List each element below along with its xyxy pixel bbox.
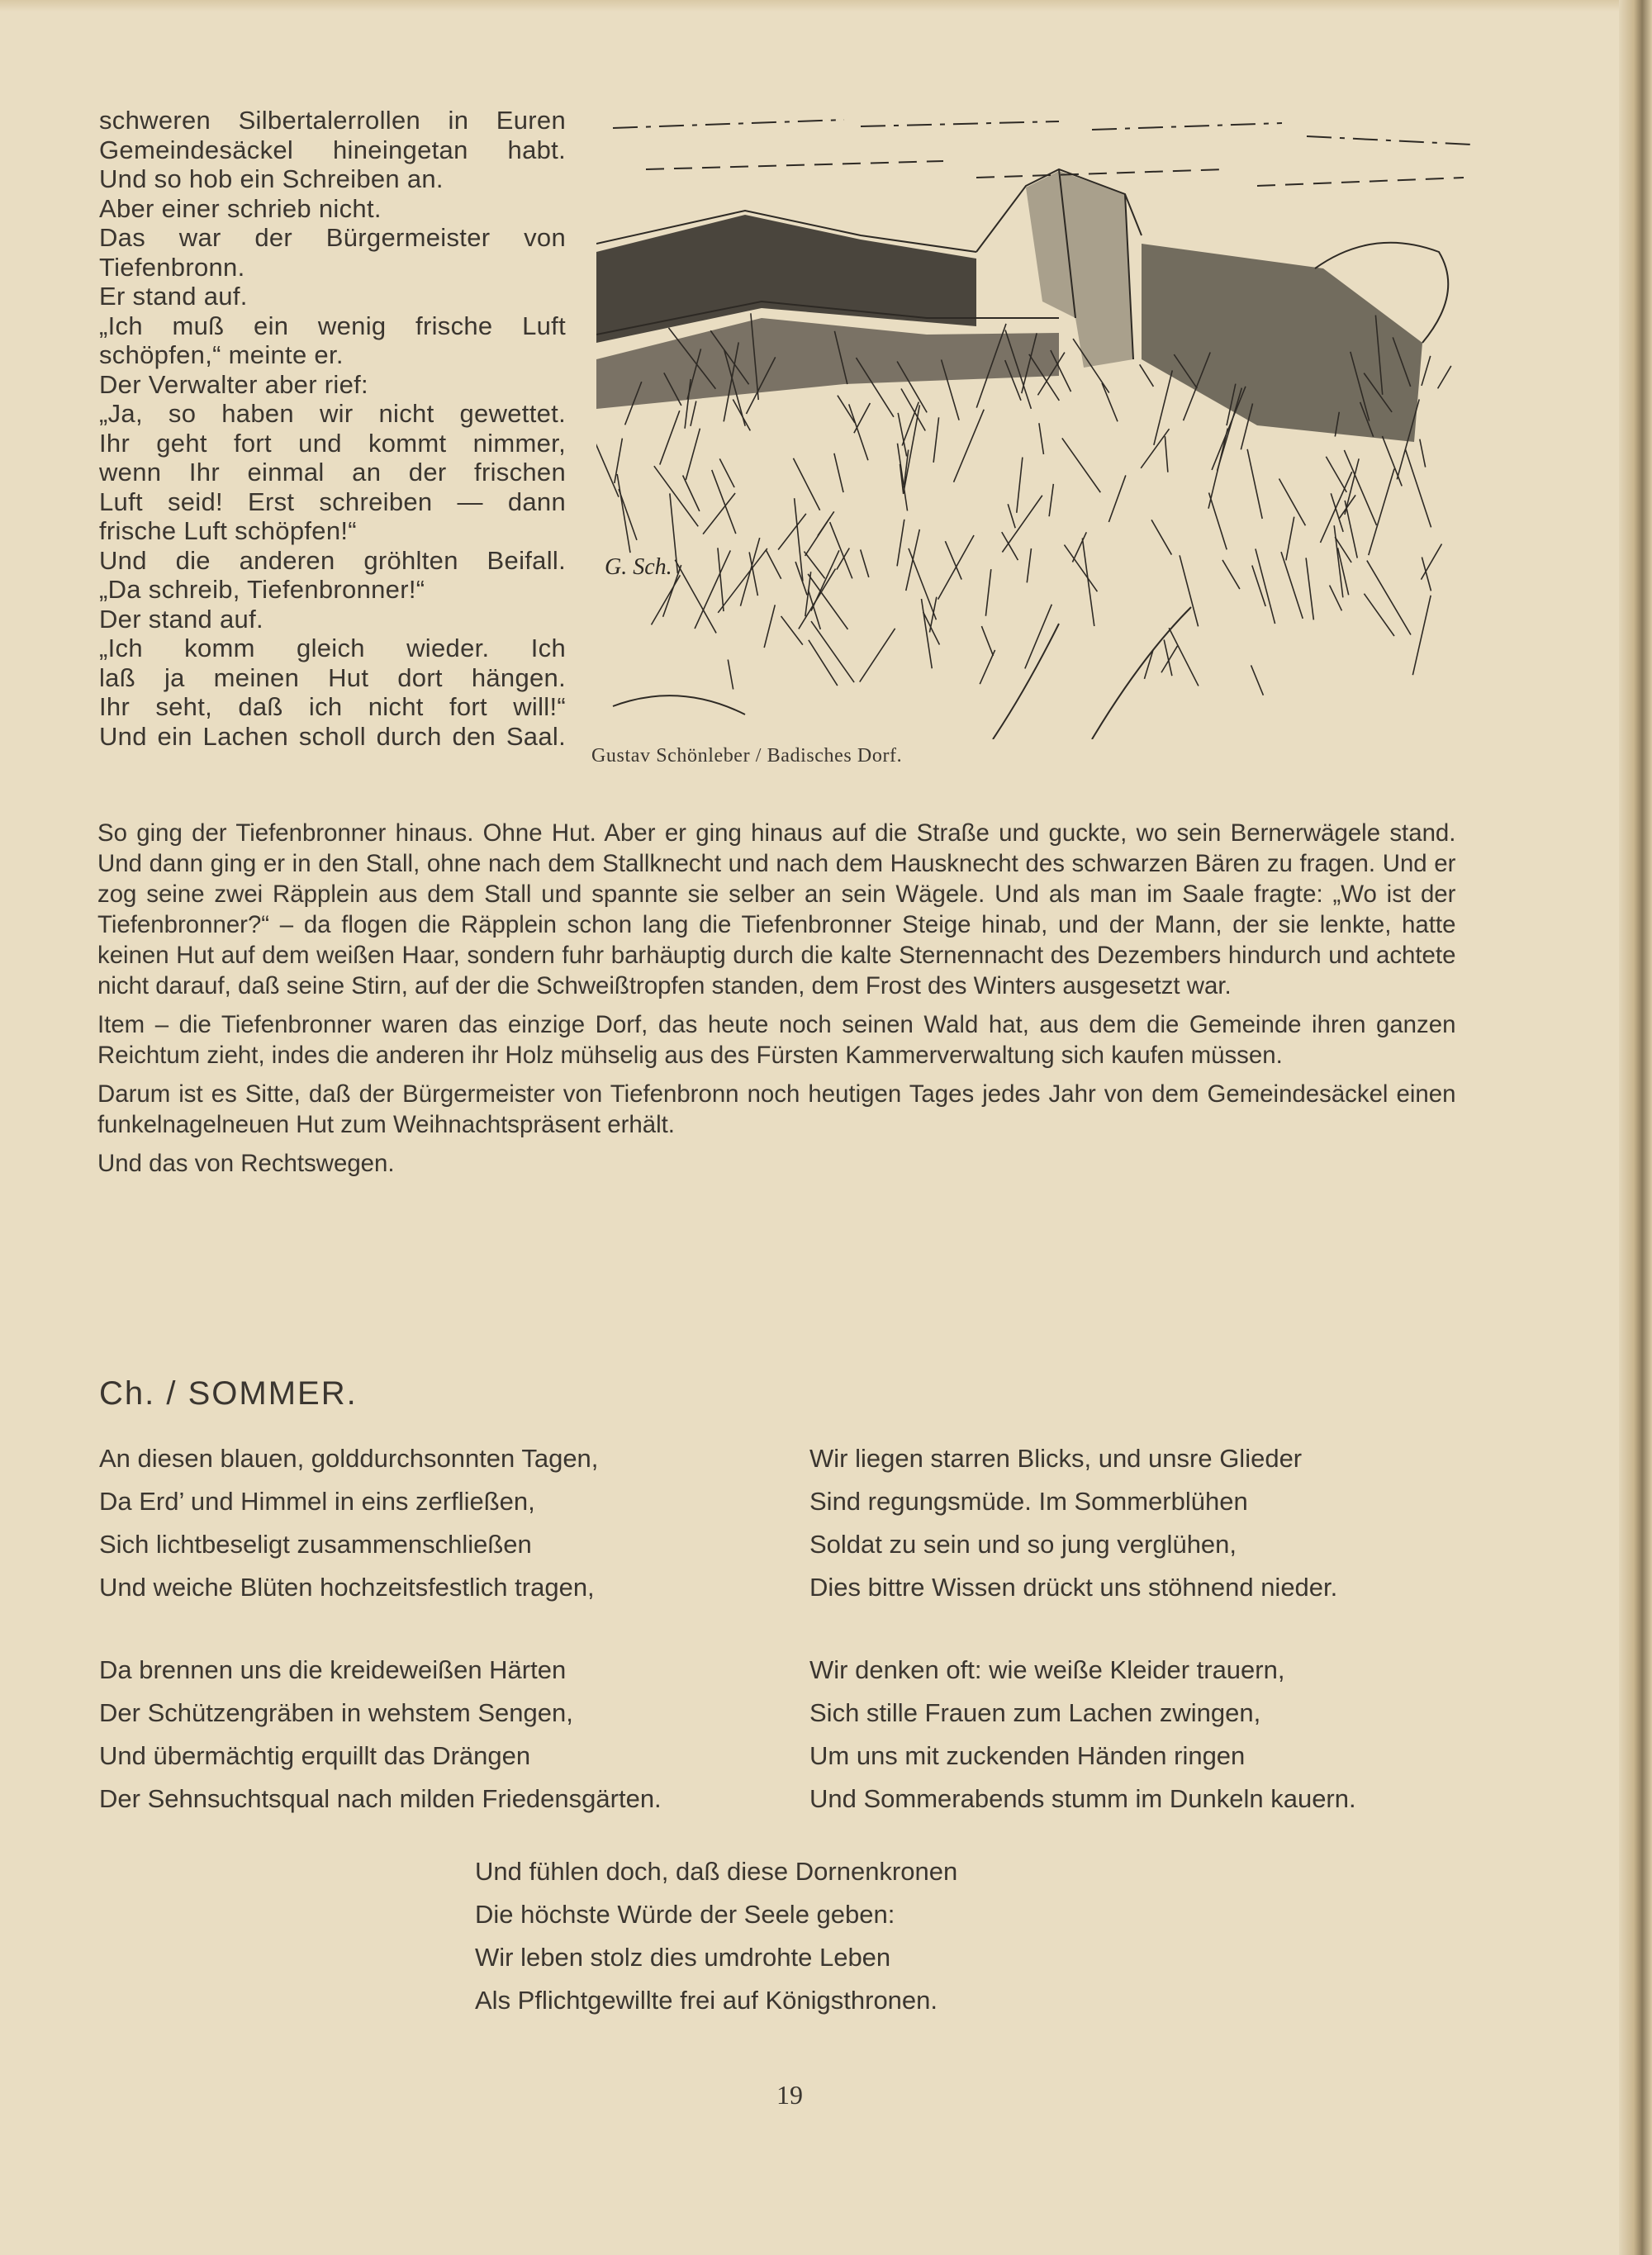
sketch-stroke <box>683 475 700 510</box>
paragraph: Item – die Tiefenbronner waren das einzige Dorf, das heute noch seinen Wald hat, aus dem die Gemeinde ihren ganzen Reichtum zieht, indes die anderen ihr Holz mühselig aus des Fürsten Kammerverwaltung sich kaufen müssen. <box>97 1011 1456 1069</box>
poem-final-stanza <box>475 1850 957 2022</box>
sketch-stroke <box>861 549 869 577</box>
sketch-stroke <box>1405 449 1431 528</box>
poem-line: Wir liegen starren Blicks, und unsre Glieder <box>809 1444 1303 1473</box>
sketch-stroke <box>1141 429 1169 468</box>
sketch-stroke <box>834 453 843 492</box>
poem-line: Die höchste Würde der Seele geben: <box>475 1900 895 1929</box>
poem-line: Und Sommerabends stumm im Dunkeln kauern. <box>809 1784 1356 1813</box>
sketch-stroke <box>1151 520 1171 554</box>
text-line: Gemeindesäckel hineingetan habt. <box>99 135 566 164</box>
text-line: „Ich muß ein wenig frische Luft <box>99 311 566 340</box>
text-line: frische Luft schöpfen!“ <box>99 516 357 545</box>
sketch-stroke <box>981 626 993 656</box>
poem-line: Sich stille Frauen zum Lachen zwingen, <box>809 1698 1261 1727</box>
sketch-stroke <box>1002 532 1018 560</box>
sketch-stroke <box>1049 484 1053 516</box>
left-column-text <box>99 106 566 751</box>
text-line: Und ein Lachen scholl durch den Saal. <box>99 721 566 751</box>
sketch-stroke <box>766 550 781 579</box>
sketch-stroke <box>929 597 936 633</box>
sketch-stroke <box>596 439 619 497</box>
sketch-stroke <box>686 429 700 480</box>
sketch-stroke <box>1144 649 1153 679</box>
poem-title: Ch. / SOMMER. <box>99 1375 358 1412</box>
sketch-stroke <box>1002 496 1042 553</box>
sketch-stroke <box>1420 439 1426 468</box>
poem-line: An diesen blauen, golddurchsonnten Tagen, <box>99 1444 599 1473</box>
sketch-stroke <box>1161 646 1178 672</box>
poem-stanza <box>809 1649 1356 1821</box>
poem-line: Da brennen uns die kreideweißen Härten <box>99 1655 567 1684</box>
sketch-stroke <box>954 410 985 482</box>
text-line: Der Verwalter aber rief: <box>99 369 368 399</box>
sketch-stroke <box>1062 438 1100 492</box>
sketch-stroke <box>985 569 990 616</box>
sketch-stroke <box>1326 457 1346 492</box>
poem-line: Wir leben stolz dies umdrohte Leben <box>475 1943 891 1972</box>
sketch-stroke <box>1064 545 1097 592</box>
text-line: Das war der Bürgermeister von <box>99 223 566 252</box>
sketch-stroke <box>1008 504 1015 528</box>
sketch-stroke <box>1017 458 1023 513</box>
sketch-stroke <box>1102 383 1118 422</box>
paragraph: Und das von Rechtswegen. <box>97 1150 395 1177</box>
poem-line: Da Erd’ und Himmel in eins zerfließen, <box>99 1487 535 1516</box>
poem-line: Um uns mit zuckenden Händen ringen <box>809 1741 1246 1770</box>
text-line: wenn Ihr einmal an der frischen <box>99 458 566 487</box>
text-line: schöpfen,“ meinte er. <box>99 340 344 369</box>
sketch-stroke <box>1422 558 1431 591</box>
sketch-stroke <box>1421 544 1441 580</box>
poem-line: Soldat zu sein und so jung verglühen, <box>809 1530 1237 1559</box>
text-line: Ihr geht fort und kommt nimmer, <box>99 428 566 458</box>
paper-top-edge <box>0 0 1652 12</box>
sketch-stroke <box>652 575 681 624</box>
sketch-stroke <box>718 548 724 611</box>
text-line: Der stand auf. <box>99 604 263 634</box>
sketch-stroke <box>933 417 938 463</box>
poem-stanza <box>99 1649 662 1821</box>
sketch-stroke <box>830 522 852 578</box>
sketch-stroke <box>781 616 803 645</box>
sketch-stroke <box>1345 501 1357 558</box>
poem-left-column <box>99 1437 662 1860</box>
illustration-village-sketch <box>596 112 1484 739</box>
sketch-stroke <box>1306 558 1313 620</box>
sketch-stroke <box>1140 364 1154 387</box>
sketch-stroke <box>818 511 834 535</box>
sketch-stroke <box>703 493 735 534</box>
poem-right-column <box>809 1437 1356 1860</box>
text-line: Und die anderen gröhlten Beifall. <box>99 545 566 575</box>
text-line: Aber einer schrieb nicht. <box>99 193 382 223</box>
sketch-stroke <box>1169 628 1199 686</box>
sketch-stroke <box>1344 450 1376 525</box>
sketch-stroke <box>764 605 775 648</box>
sketch-stroke <box>615 439 623 483</box>
artist-signature: G. Sch. <box>605 554 672 580</box>
poem-line: Sind regungsmüde. Im Sommerblühen <box>809 1487 1248 1516</box>
sketch-stroke <box>660 411 680 464</box>
sketch-stroke <box>811 550 839 610</box>
poem-line: Der Sehnsuchtsqual nach milden Friedensgärten. <box>99 1784 662 1813</box>
sketch-stroke <box>811 621 854 682</box>
text-line: Ihr seht, daß ich nicht fort will!“ <box>99 692 566 721</box>
sketch-stroke <box>1082 538 1094 625</box>
sketch-stroke <box>860 629 895 682</box>
sketch-stroke <box>1279 478 1305 525</box>
sketch-stroke <box>617 474 630 553</box>
poem-stanza <box>99 1437 662 1609</box>
sketch-stroke <box>804 552 824 579</box>
sketch-stroke <box>1025 605 1051 669</box>
text-line: laß ja meinen Hut dort hängen. <box>99 662 566 692</box>
sketch-stroke <box>712 470 736 534</box>
text-line: Er stand auf. <box>99 282 248 311</box>
sketch-stroke <box>1039 423 1044 454</box>
illustration-caption: Gustav Schönleber / Badisches Dorf. <box>591 745 903 767</box>
sketch-stroke <box>1165 436 1167 472</box>
sketch-stroke <box>1286 517 1294 561</box>
sketch-stroke <box>838 396 855 423</box>
sketch-stroke <box>1108 475 1125 522</box>
sketch-stroke <box>691 401 696 426</box>
text-line: Luft seid! Erst schreiben — dann <box>99 487 566 516</box>
sketch-stroke <box>809 640 838 686</box>
paper-right-edge <box>1619 0 1652 2255</box>
sketch-stroke <box>619 489 637 540</box>
sketch-stroke <box>1339 495 1355 519</box>
sketch-stroke <box>695 550 730 629</box>
poem-line: Und weiche Blüten hochzeitsfestlich tragen, <box>99 1573 595 1602</box>
sketch-stroke <box>1281 552 1303 619</box>
sketch-stroke <box>1330 586 1342 611</box>
sketch-stroke <box>1247 449 1262 519</box>
sketch-stroke <box>1252 565 1265 605</box>
sketch-stroke <box>906 529 920 591</box>
sketch-stroke <box>1334 525 1343 597</box>
text-line: „Ich komm gleich wieder. Ich <box>99 634 566 662</box>
paragraph: So ging der Tiefenbronner hinaus. Ohne Hut. Aber er ging hinaus auf die Straße und guckte, wo sein Bernerwägele stand. Und dann ging er in den Stall, ohne nach dem Stallknecht und nach dem Hausknecht des schwarzen Bären zu fragen. Und er zog seine zwei Räpplein aus dem Stall und spannte sie selber an sein Wägele. Und als man im Saale fragte: „Wo ist der Tiefenbronner?“ – da flogen die Räpplein schon lang die Tiefenbronner Steige hinab, und der Mann, der sie lenkte, hatte keinen Hut auf dem weißen Haar, sondern fuhr barhäuptig durch die kalte Sternennacht des Dezembers hindurch und achtete nicht darauf, daß seine Stirn, auf der die Schweißtropfen standen, dem Frost des Winters ausgesetzt war. <box>97 819 1456 999</box>
story-prose <box>97 818 1455 1187</box>
sketch-stroke <box>718 548 767 613</box>
text-line: Und so hob ein Schreiben an. <box>99 164 444 193</box>
sketch-stroke <box>728 659 733 689</box>
poem-line: Wir denken oft: wie weiße Kleider trauern, <box>809 1655 1285 1684</box>
text-line: „Ja, so haben wir nicht gewettet. <box>99 399 566 428</box>
poem-line: Und übermächtig erquillt das Drängen <box>99 1741 531 1770</box>
poem-line: Der Schützengräben in wehstem Sengen, <box>99 1698 573 1727</box>
sketch-stroke <box>654 466 698 526</box>
sketch-stroke <box>1367 561 1411 635</box>
sketch-stroke <box>854 403 870 433</box>
sketch-stroke <box>719 458 734 487</box>
poem-stanza <box>809 1437 1356 1609</box>
sketch-stroke <box>1369 468 1394 555</box>
poem-line: Als Pflichtgewillte frei auf Königsthronen. <box>475 1986 938 2015</box>
sketch-stroke <box>1251 665 1264 695</box>
sketch-stroke <box>897 520 904 567</box>
poem-line: Sich lichtbeseligt zusammenschließen <box>99 1530 532 1559</box>
poem-line: Und fühlen doch, daß diese Dornenkronen <box>475 1857 958 1886</box>
sketch-stroke <box>778 514 806 550</box>
text-line: schweren Silbertalerrollen in Euren <box>99 106 566 135</box>
sketch-stroke <box>1412 596 1431 675</box>
sketch-stroke <box>1154 370 1172 444</box>
text-line: Tiefenbronn. <box>99 252 245 282</box>
sketch-stroke <box>898 413 906 457</box>
paragraph: Darum ist es Sitte, daß der Bürgermeister von Tiefenbronn noch heutigen Tages jedes Jahr von dem Gemeindesäckel einen funkelnagelneuen Hut zum Weihnachtspräsent erhält. <box>97 1080 1456 1138</box>
sketch-stroke <box>1438 366 1451 388</box>
sketch-stroke <box>904 405 920 492</box>
sketch-stroke <box>1222 560 1240 589</box>
sketch-stroke <box>922 599 933 668</box>
text-line: „Da schreib, Tiefenbronner!“ <box>99 575 425 604</box>
sketch-stroke <box>1209 493 1227 550</box>
sketch-stroke <box>1027 548 1031 582</box>
sketch-stroke <box>1382 436 1402 487</box>
sketch-stroke <box>793 458 819 510</box>
poem-line: Dies bittre Wissen drückt uns stöhnend nieder. <box>809 1573 1338 1602</box>
sketch-stroke <box>1331 493 1343 532</box>
page-number: 19 <box>776 2080 803 2110</box>
sketch-stroke <box>1422 356 1431 386</box>
sketch-stroke <box>901 388 925 430</box>
